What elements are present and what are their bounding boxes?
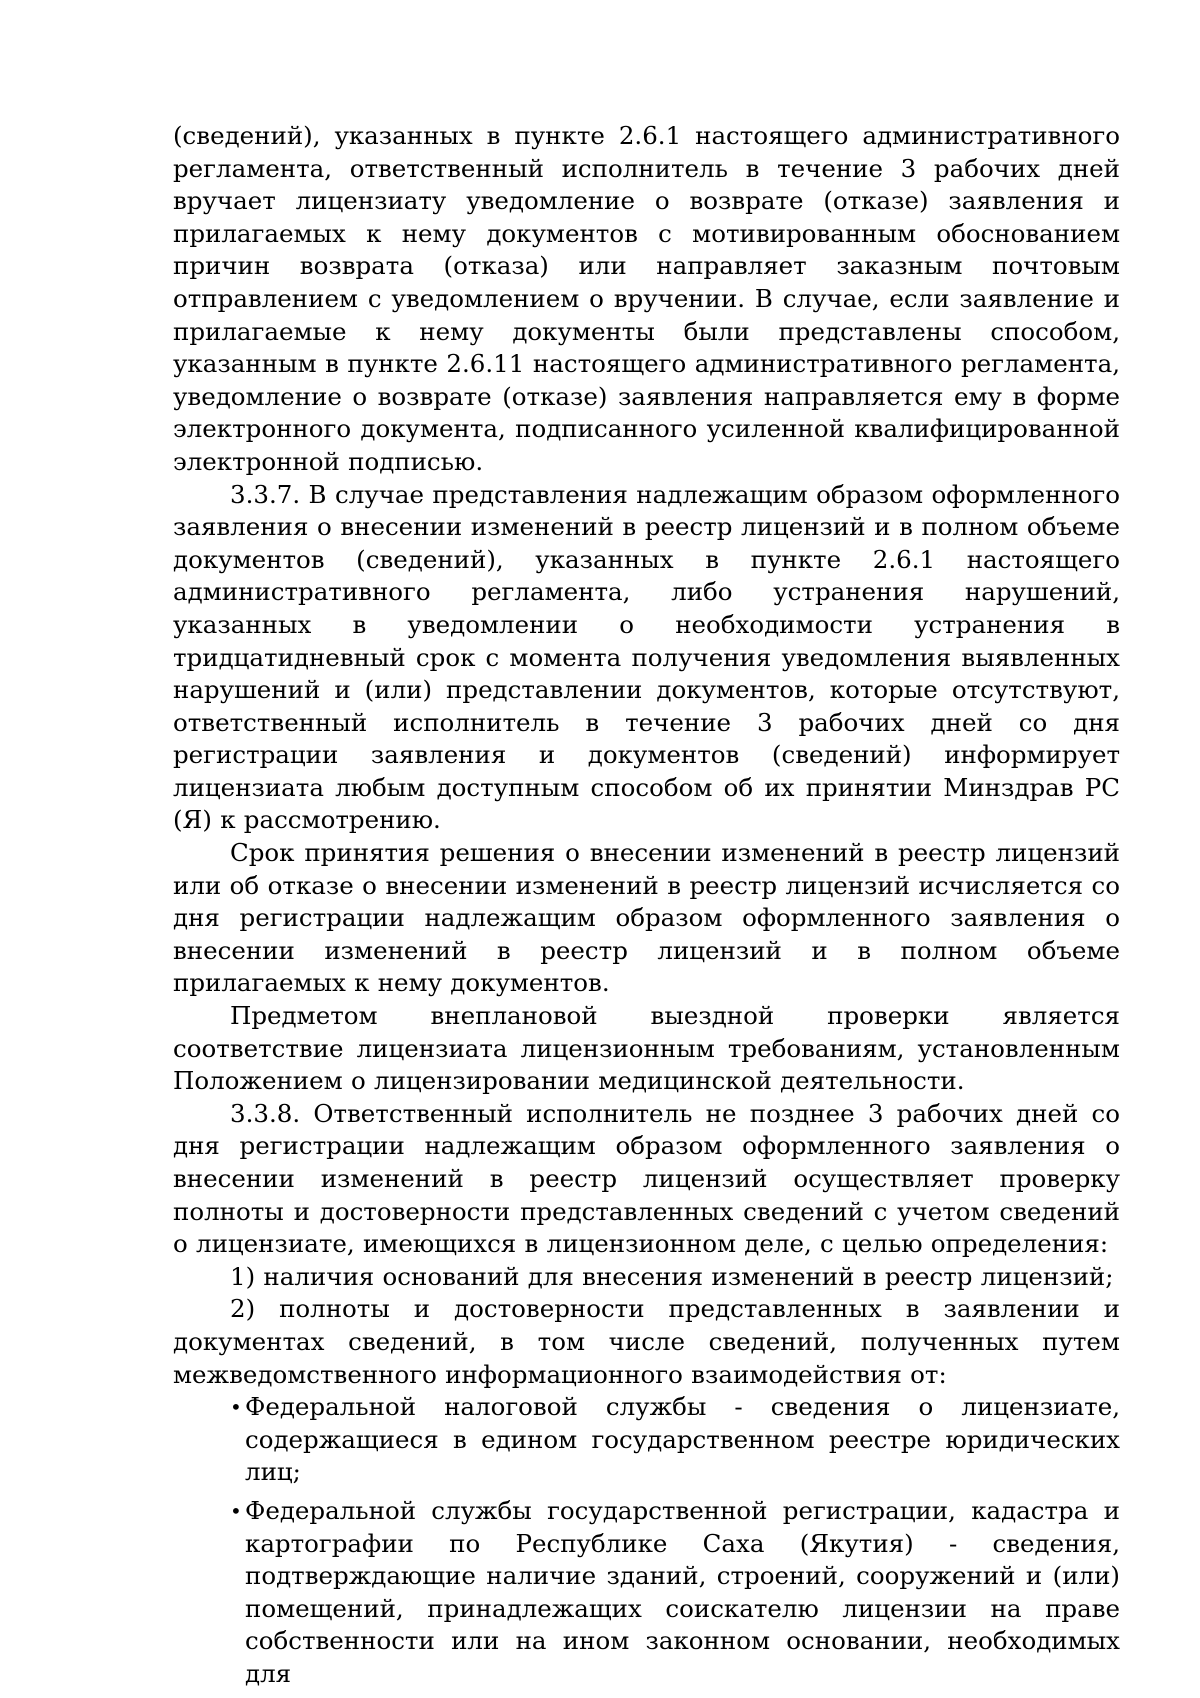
bullet-item-tax-service (173, 1391, 1120, 1489)
paragraph-3-3-8: 3.3.8. Ответственный исполнитель не позднее 3 рабочих дней со дня регистрации надлежащим образом оформленного заявления о внесении изменений в реестр лицензий осуществляет проверку полноты и достоверности представленных сведений с учетом сведений о лицензиате, имеющихся в лицензионном деле, с целью определения: (173, 1098, 1120, 1259)
list-item-2: 2) полноты и достоверности представленных в заявлении и документах сведений, в том числе сведений, полученных путем межведомственного информационного взаимодействия от: (173, 1294, 1120, 1389)
paragraph-3-3-7: 3.3.7. В случае представления надлежащим образом оформленного заявления о внесении изменений в реестр лицензий и в полном объеме документов (сведений), указанных в пункте 2.6.1 настоящего административного регламента, либо устранения нарушений, указанных в уведомлении о необходимости устранения в тридцатидневный срок с момента получения уведомления выявленных нарушений и (или) представлении документов, которые отсутствуют, ответственный исполнитель в течение 3 рабочих дней со дня регистрации заявления и документов (сведений) информирует лицензиата любым доступным способом об их принятии Минздрав РС (Я) к рассмотрению. (173, 479, 1120, 835)
bullet-list (173, 1391, 1120, 1690)
bullet-text: Федеральной налоговой службы - сведения о лицензиате, содержащиеся в едином государственном реестре юридических лиц; (245, 1392, 1120, 1487)
bullet-text: Федеральной службы государственной регистрации, кадастра и картографии по Республике Саха (Якутия) - сведения, подтверждающие наличие зданий, строений, сооружений и (или) помещений, принадлежащих соискателю лицензии на праве собственности или на ином законном основании, необходимых для (245, 1495, 1120, 1688)
bullet-dot-icon: • (230, 1498, 242, 1523)
paragraph-decision-term: Срок принятия решения о внесении изменений в реестр лицензий или об отказе о внесении изменений в реестр лицензий исчисляется со дня регистрации надлежащим образом оформленного заявления о внесении изменений в реестр лицензий и в полном объеме прилагаемых к нему документов. (173, 838, 1120, 998)
bullet-dot-icon: • (230, 1395, 242, 1420)
bullet-item-registration-service (173, 1495, 1120, 1691)
paragraph-continuation: (сведений), указанных в пункте 2.6.1 настоящего административного регламента, ответственный исполнитель в течение 3 рабочих дней вручает лицензиату уведомление о возврате (отказе) заявления и прилагаемых к нему документов с мотивированным обоснованием причин возврата (отказа) или направляет заказным почтовым отправлением с уведомлением о вручении. В случае, если заявление и прилагаемые к нему документы были представлены способом, указанным в пункте 2.6.11 настоящего административного регламента, уведомление о возврате (отказе) заявления направляется ему в форме электронного документа, подписанного усиленной квалифицированной электронной подписью. (173, 121, 1120, 476)
paragraph-inspection-subject: Предметом внеплановой выездной проверки является соответствие лицензиата лицензионным требованиям, установленным Положением о лицензировании медицинской деятельности. (173, 1001, 1120, 1096)
list-item-1: 1) наличия оснований для внесения изменений в реестр лицензий; (230, 1261, 1114, 1291)
document-page (173, 120, 1120, 1691)
